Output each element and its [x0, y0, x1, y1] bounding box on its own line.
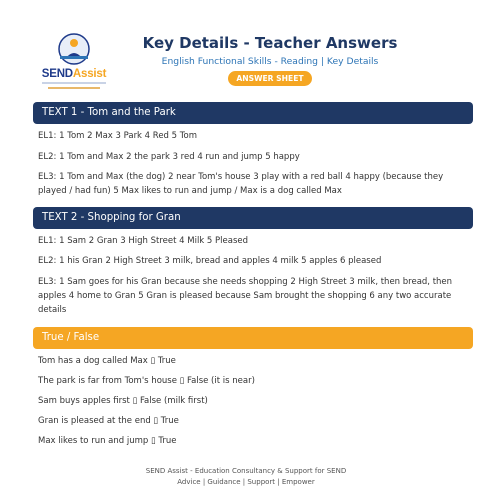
page-header [0, 0, 492, 96]
page-footer [0, 466, 492, 488]
text2-el1-answers: EL1: 1 Sam 2 Gran 3 High Street 4 Milk 5 Pleased [38, 236, 249, 246]
footer-line-org: SEND Assist - Education Consultancy & Support for SEND [145, 467, 347, 475]
section-heading-true-false: True / False [33, 327, 473, 349]
text2-el3-answers-line1: EL3: 1 Sam goes for his Gran because she needs shopping 2 High Street 3 milk, then bread, then [38, 277, 453, 287]
text2-el2-answers: EL2: 1 his Gran 2 High Street 3 milk, bread and apples 4 milk 5 apples 6 pleased [38, 256, 382, 266]
true-false-item: Gran is pleased at the end ▯ True [38, 416, 179, 426]
answer-sheet-badge: ANSWER SHEET [228, 71, 312, 86]
logo-divider [48, 87, 100, 89]
text1-el2-answers: EL2: 1 Tom and Max 2 the park 3 red 4 run and jump 5 happy [38, 152, 300, 162]
text2-el3-answers-line2: apples 4 home to Gran 5 Gran is pleased because Sam brought the shopping 6 any two accurate [38, 291, 452, 301]
page-subtitle: English Functional Skills - Reading | Key Details [161, 56, 379, 67]
text2-el3-answers-line3: details [38, 305, 67, 315]
text1-el3-answers-line1: EL3: 1 Tom and Max (the dog) 2 near Tom's house 3 play with a red ball 4 happy (because they [38, 172, 444, 182]
section-heading-text1: TEXT 1 - Tom and the Park [33, 102, 473, 124]
text1-el3-answers-line2: played / had fun) 5 Max likes to run and jump / Max is a dog called Max [38, 186, 342, 196]
text1-el1-answers: EL1: 1 Tom 2 Max 3 Park 4 Red 5 Tom [38, 131, 197, 141]
page-title: Key Details - Teacher Answers [142, 34, 398, 52]
true-false-item: Max likes to run and jump ▯ True [38, 436, 177, 446]
logo-divider [42, 82, 106, 84]
logo-wordmark: SENDAssist [41, 68, 107, 80]
logo-emblem-icon [38, 32, 110, 66]
section-heading-text2: TEXT 2 - Shopping for Gran [33, 207, 473, 229]
send-assist-logo [38, 32, 110, 94]
footer-line-tagline: Advice | Guidance | Support | Empower [177, 478, 315, 486]
true-false-item: Tom has a dog called Max ▯ True [38, 356, 176, 366]
true-false-item: The park is far from Tom's house ▯ False (it is near) [38, 376, 255, 386]
true-false-item: Sam buys apples first ▯ False (milk first) [38, 396, 208, 406]
